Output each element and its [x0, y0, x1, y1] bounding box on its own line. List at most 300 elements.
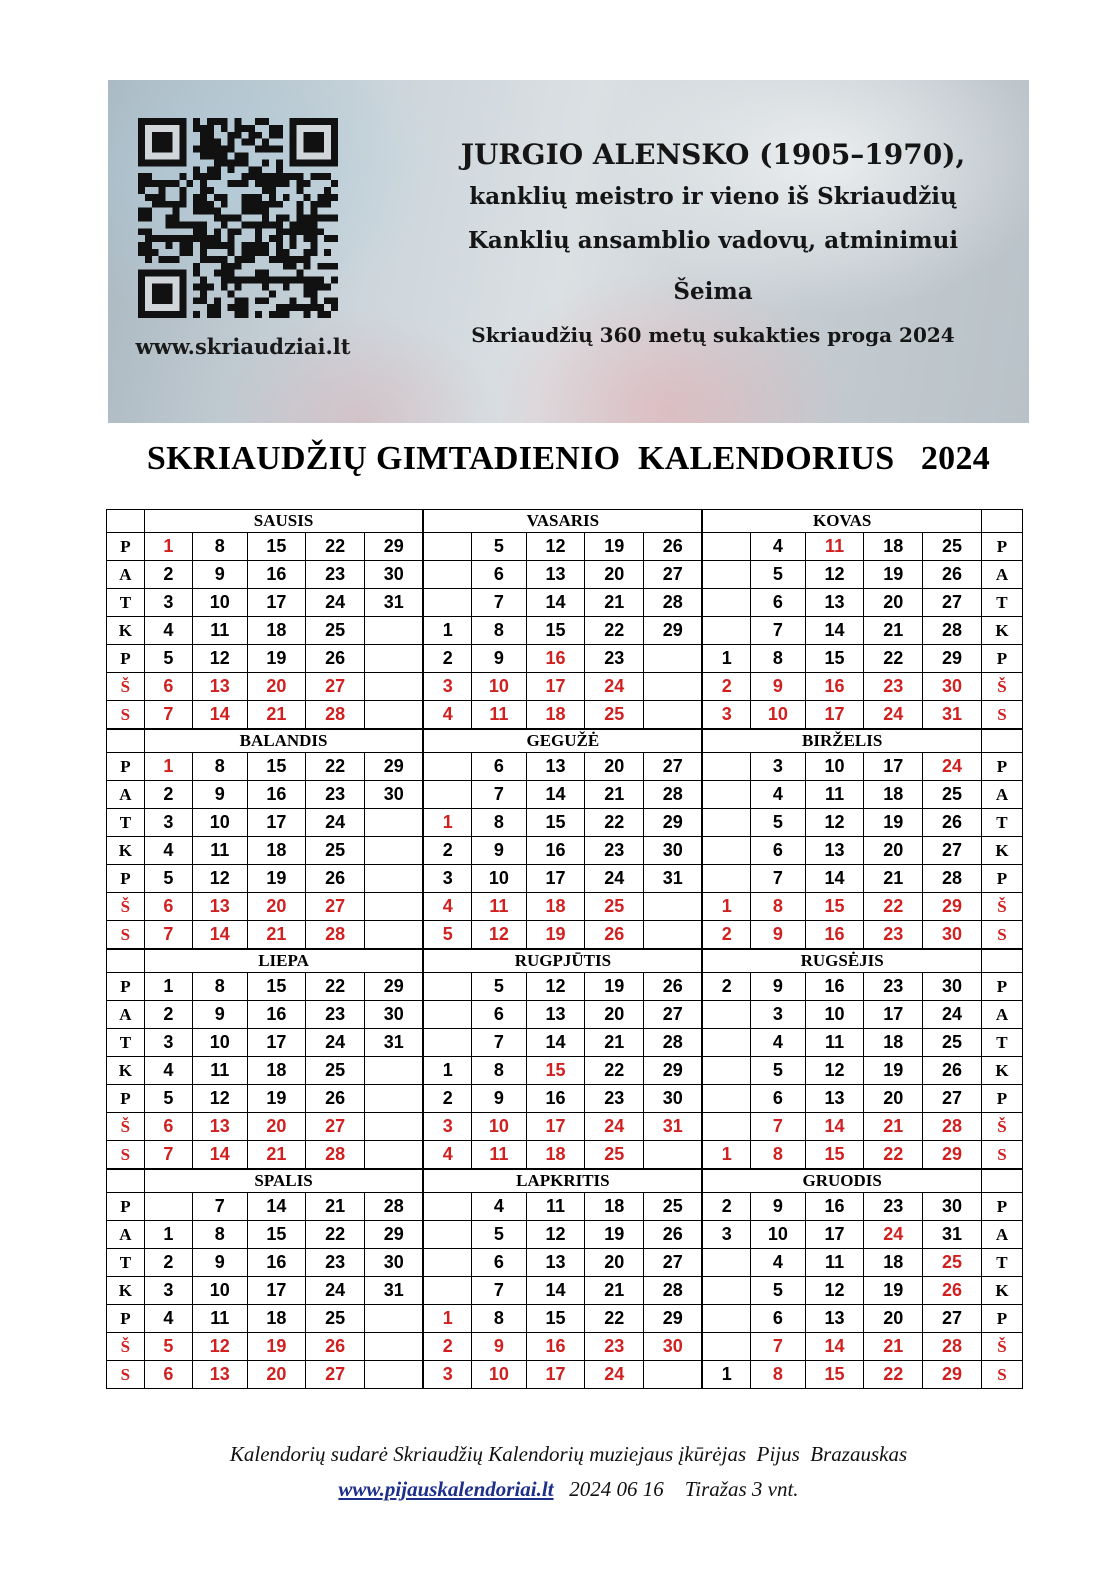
day-cell: 3	[423, 673, 471, 701]
day-cell: 22	[864, 1361, 923, 1389]
day-cell: 3	[144, 1029, 192, 1057]
weekday-row	[107, 753, 1023, 781]
weekday-row	[107, 1141, 1023, 1170]
day-cell	[423, 781, 471, 809]
day-cell: 14	[193, 921, 248, 950]
day-cell: 7	[751, 1113, 806, 1141]
plaque-line: kanklių meistro ir vieno iš Skriaudžių	[469, 183, 957, 210]
footer-date: 2024 06 16	[569, 1477, 664, 1501]
weekday-row	[107, 645, 1023, 673]
day-cell: 14	[805, 865, 864, 893]
day-cell	[365, 921, 424, 950]
day-cell	[702, 533, 750, 561]
day-cell: 12	[805, 809, 864, 837]
day-cell: 28	[923, 1113, 982, 1141]
day-cell: 11	[805, 533, 864, 561]
day-cell: 19	[247, 865, 306, 893]
day-cell: 28	[923, 865, 982, 893]
day-cell: 9	[751, 1193, 806, 1221]
day-cell: 22	[306, 973, 365, 1001]
day-cell	[702, 1113, 750, 1141]
day-cell: 1	[144, 973, 192, 1001]
weekday-letter: K	[107, 1057, 145, 1085]
day-cell: 28	[644, 1277, 703, 1305]
day-cell: 20	[585, 1249, 644, 1277]
day-cell: 5	[751, 561, 806, 589]
day-cell: 14	[193, 701, 248, 730]
day-cell: 22	[306, 753, 365, 781]
day-cell: 14	[526, 589, 585, 617]
day-cell: 15	[247, 753, 306, 781]
day-cell: 18	[864, 533, 923, 561]
day-cell: 3	[751, 1001, 806, 1029]
weekday-row	[107, 1029, 1023, 1057]
day-cell	[702, 1085, 750, 1113]
day-cell: 10	[751, 701, 806, 730]
day-cell: 14	[805, 617, 864, 645]
day-cell: 17	[526, 1113, 585, 1141]
day-cell: 29	[365, 973, 424, 1001]
weekday-row	[107, 701, 1023, 730]
day-cell: 24	[864, 1221, 923, 1249]
day-cell: 11	[472, 893, 527, 921]
weekday-letter: S	[981, 1361, 1022, 1389]
weekday-letter: S	[981, 1141, 1022, 1170]
day-cell	[423, 973, 471, 1001]
weekday-row	[107, 837, 1023, 865]
day-cell: 25	[306, 617, 365, 645]
day-cell: 2	[423, 645, 471, 673]
day-cell: 9	[193, 1001, 248, 1029]
day-cell: 28	[306, 921, 365, 950]
day-cell: 26	[306, 1085, 365, 1113]
day-cell	[365, 617, 424, 645]
weekday-letter: Š	[981, 1113, 1022, 1141]
day-cell: 2	[702, 973, 750, 1001]
day-cell: 25	[306, 837, 365, 865]
day-cell: 13	[193, 1361, 248, 1389]
day-cell: 27	[923, 1085, 982, 1113]
day-cell: 14	[526, 1029, 585, 1057]
day-cell: 9	[472, 645, 527, 673]
weekday-letter: A	[981, 561, 1022, 589]
day-cell: 26	[306, 645, 365, 673]
day-cell	[644, 701, 703, 730]
day-cell: 25	[923, 1029, 982, 1057]
day-cell: 19	[585, 533, 644, 561]
weekday-letter: P	[981, 533, 1022, 561]
day-cell: 21	[864, 1113, 923, 1141]
day-cell	[702, 809, 750, 837]
day-cell: 16	[526, 645, 585, 673]
weekday-letter: K	[981, 837, 1022, 865]
day-cell: 24	[306, 1277, 365, 1305]
day-cell: 30	[644, 837, 703, 865]
weekday-letter: P	[107, 1085, 145, 1113]
month-name: RUGPJŪTIS	[423, 949, 702, 973]
day-cell: 30	[923, 1193, 982, 1221]
weekday-letter: P	[981, 645, 1022, 673]
day-cell	[702, 781, 750, 809]
day-cell: 22	[864, 645, 923, 673]
weekday-letter: S	[107, 1361, 145, 1389]
day-cell: 12	[805, 1057, 864, 1085]
day-cell: 9	[193, 781, 248, 809]
weekday-row	[107, 617, 1023, 645]
day-cell	[644, 921, 703, 950]
weekday-letter: K	[107, 1277, 145, 1305]
day-cell: 7	[144, 921, 192, 950]
day-cell: 30	[923, 921, 982, 950]
day-cell: 22	[864, 893, 923, 921]
day-cell: 31	[644, 865, 703, 893]
day-cell: 27	[644, 753, 703, 781]
corner-cell	[981, 1169, 1022, 1193]
day-cell: 23	[585, 837, 644, 865]
day-cell: 23	[306, 1001, 365, 1029]
day-cell	[644, 1141, 703, 1170]
day-cell: 6	[144, 673, 192, 701]
day-cell: 6	[751, 837, 806, 865]
day-cell: 21	[247, 1141, 306, 1170]
calendar-table	[106, 509, 1023, 1389]
day-cell: 7	[472, 781, 527, 809]
day-cell: 4	[144, 1057, 192, 1085]
day-cell: 30	[365, 561, 424, 589]
weekday-letter: T	[981, 809, 1022, 837]
weekday-letter: P	[107, 865, 145, 893]
day-cell: 24	[306, 589, 365, 617]
weekday-row	[107, 589, 1023, 617]
day-cell: 25	[306, 1305, 365, 1333]
day-cell: 14	[805, 1113, 864, 1141]
weekday-letter: Š	[107, 1333, 145, 1361]
day-cell: 1	[423, 1057, 471, 1085]
day-cell: 7	[472, 1029, 527, 1057]
weekday-letter: Š	[981, 893, 1022, 921]
day-cell: 12	[526, 1221, 585, 1249]
day-cell: 29	[365, 533, 424, 561]
day-cell: 4	[751, 533, 806, 561]
day-cell	[702, 561, 750, 589]
day-cell: 29	[644, 1305, 703, 1333]
weekday-letter: K	[981, 1277, 1022, 1305]
day-cell: 28	[644, 589, 703, 617]
day-cell: 22	[585, 617, 644, 645]
day-cell: 4	[751, 1249, 806, 1277]
day-cell: 17	[247, 589, 306, 617]
day-cell: 22	[864, 1141, 923, 1170]
day-cell: 11	[193, 837, 248, 865]
day-cell: 22	[585, 1057, 644, 1085]
weekday-letter: A	[981, 1001, 1022, 1029]
day-cell: 2	[144, 1249, 192, 1277]
day-cell: 24	[864, 701, 923, 730]
day-cell: 16	[247, 1249, 306, 1277]
day-cell: 23	[864, 921, 923, 950]
weekday-row	[107, 1057, 1023, 1085]
day-cell: 27	[644, 1001, 703, 1029]
day-cell: 23	[864, 1193, 923, 1221]
day-cell: 19	[247, 1085, 306, 1113]
day-cell: 27	[306, 893, 365, 921]
day-cell: 5	[144, 1085, 192, 1113]
day-cell	[365, 701, 424, 730]
day-cell: 16	[805, 973, 864, 1001]
day-cell	[423, 1001, 471, 1029]
day-cell: 17	[526, 1361, 585, 1389]
month-name: KOVAS	[702, 510, 981, 533]
weekday-letter: P	[107, 973, 145, 1001]
day-cell: 15	[526, 617, 585, 645]
day-cell: 21	[247, 921, 306, 950]
day-cell: 1	[702, 1361, 750, 1389]
day-cell: 26	[644, 973, 703, 1001]
day-cell: 29	[923, 1361, 982, 1389]
day-cell: 17	[864, 1001, 923, 1029]
day-cell: 22	[306, 533, 365, 561]
day-cell	[423, 1221, 471, 1249]
month-header-row	[107, 510, 1023, 533]
day-cell: 11	[472, 701, 527, 730]
day-cell: 16	[805, 1193, 864, 1221]
day-cell: 5	[472, 533, 527, 561]
day-cell: 7	[472, 1277, 527, 1305]
day-cell: 13	[805, 589, 864, 617]
day-cell: 21	[585, 589, 644, 617]
corner-cell	[981, 510, 1022, 533]
day-cell	[702, 1249, 750, 1277]
day-cell: 5	[423, 921, 471, 950]
weekday-letter: S	[107, 921, 145, 950]
day-cell	[702, 753, 750, 781]
day-cell: 8	[193, 753, 248, 781]
day-cell: 12	[526, 973, 585, 1001]
day-cell: 25	[923, 1249, 982, 1277]
day-cell: 24	[923, 1001, 982, 1029]
footer-website-link[interactable]: www.pijauskalendoriai.lt	[338, 1477, 554, 1501]
day-cell: 4	[472, 1193, 527, 1221]
day-cell: 21	[585, 1277, 644, 1305]
day-cell: 9	[751, 921, 806, 950]
weekday-letter: T	[107, 1249, 145, 1277]
day-cell: 2	[423, 837, 471, 865]
day-cell: 20	[585, 753, 644, 781]
weekday-letter: K	[107, 617, 145, 645]
day-cell: 10	[751, 1221, 806, 1249]
day-cell: 25	[585, 701, 644, 730]
day-cell: 30	[644, 1085, 703, 1113]
day-cell: 2	[144, 561, 192, 589]
day-cell: 20	[864, 1085, 923, 1113]
day-cell: 18	[864, 781, 923, 809]
day-cell	[423, 561, 471, 589]
weekday-letter: P	[981, 865, 1022, 893]
day-cell: 6	[472, 753, 527, 781]
weekday-letter: P	[981, 1305, 1022, 1333]
day-cell	[365, 673, 424, 701]
day-cell: 9	[193, 561, 248, 589]
weekday-letter: P	[981, 1085, 1022, 1113]
month-name: LIEPA	[144, 949, 423, 973]
day-cell: 12	[526, 533, 585, 561]
day-cell: 26	[923, 1277, 982, 1305]
day-cell: 8	[751, 893, 806, 921]
day-cell: 15	[526, 1057, 585, 1085]
day-cell: 6	[751, 1085, 806, 1113]
day-cell: 4	[144, 617, 192, 645]
day-cell: 23	[864, 673, 923, 701]
month-name: SAUSIS	[144, 510, 423, 533]
weekday-row	[107, 865, 1023, 893]
day-cell: 26	[923, 809, 982, 837]
day-cell: 7	[751, 865, 806, 893]
day-cell	[423, 753, 471, 781]
day-cell: 31	[365, 1277, 424, 1305]
day-cell: 8	[472, 809, 527, 837]
day-cell: 26	[644, 533, 703, 561]
day-cell: 27	[644, 561, 703, 589]
day-cell: 21	[247, 701, 306, 730]
day-cell: 14	[526, 1277, 585, 1305]
day-cell: 28	[306, 701, 365, 730]
day-cell: 4	[423, 701, 471, 730]
day-cell: 5	[751, 1277, 806, 1305]
day-cell: 14	[247, 1193, 306, 1221]
weekday-row	[107, 1001, 1023, 1029]
weekday-row	[107, 673, 1023, 701]
weekday-letter: A	[107, 781, 145, 809]
day-cell: 11	[193, 1057, 248, 1085]
day-cell	[423, 1277, 471, 1305]
day-cell: 11	[805, 781, 864, 809]
weekday-letter: K	[107, 837, 145, 865]
calendar-title: SKRIAUDŽIŲ GIMTADIENIO KALENDORIUS 2024	[146, 440, 991, 477]
day-cell: 10	[805, 753, 864, 781]
day-cell	[365, 809, 424, 837]
day-cell: 23	[585, 1085, 644, 1113]
day-cell: 10	[472, 1113, 527, 1141]
day-cell: 29	[644, 1057, 703, 1085]
day-cell: 6	[751, 1305, 806, 1333]
day-cell: 17	[526, 865, 585, 893]
day-cell: 6	[144, 1113, 192, 1141]
month-name: BIRŽELIS	[702, 729, 981, 753]
footer-print-run: Tiražas 3 vnt.	[684, 1477, 799, 1501]
day-cell: 10	[472, 865, 527, 893]
day-cell: 27	[306, 1361, 365, 1389]
day-cell: 16	[526, 837, 585, 865]
day-cell	[702, 865, 750, 893]
day-cell: 1	[423, 809, 471, 837]
weekday-letter: T	[107, 589, 145, 617]
day-cell: 1	[702, 645, 750, 673]
day-cell: 18	[864, 1029, 923, 1057]
day-cell: 30	[365, 781, 424, 809]
weekday-row	[107, 561, 1023, 589]
day-cell: 14	[193, 1141, 248, 1170]
day-cell: 5	[144, 865, 192, 893]
day-cell	[702, 1277, 750, 1305]
day-cell: 26	[644, 1221, 703, 1249]
day-cell: 23	[585, 1333, 644, 1361]
weekday-letter: A	[981, 781, 1022, 809]
day-cell: 23	[306, 781, 365, 809]
day-cell: 9	[751, 973, 806, 1001]
weekday-row	[107, 1113, 1023, 1141]
weekday-row	[107, 1193, 1023, 1221]
day-cell: 10	[193, 589, 248, 617]
plaque-website: www.skriaudziai.lt	[135, 334, 351, 359]
day-cell: 15	[805, 1141, 864, 1170]
day-cell: 20	[247, 893, 306, 921]
day-cell: 10	[193, 1277, 248, 1305]
day-cell: 14	[805, 1333, 864, 1361]
day-cell: 27	[923, 837, 982, 865]
weekday-letter: S	[981, 701, 1022, 730]
day-cell: 1	[144, 1221, 192, 1249]
day-cell: 10	[193, 809, 248, 837]
weekday-letter: P	[981, 1193, 1022, 1221]
month-name: RUGSĖJIS	[702, 949, 981, 973]
day-cell: 4	[751, 1029, 806, 1057]
day-cell	[423, 533, 471, 561]
day-cell: 15	[805, 1361, 864, 1389]
day-cell: 15	[526, 809, 585, 837]
day-cell	[702, 1057, 750, 1085]
day-cell: 31	[923, 701, 982, 730]
day-cell: 5	[144, 645, 192, 673]
day-cell: 19	[526, 921, 585, 950]
day-cell: 2	[144, 781, 192, 809]
day-cell: 18	[247, 837, 306, 865]
month-name: LAPKRITIS	[423, 1169, 702, 1193]
day-cell: 13	[193, 1113, 248, 1141]
day-cell	[365, 1113, 424, 1141]
day-cell: 20	[247, 1361, 306, 1389]
day-cell: 7	[751, 1333, 806, 1361]
day-cell: 11	[805, 1249, 864, 1277]
day-cell: 21	[864, 865, 923, 893]
weekday-letter: P	[981, 753, 1022, 781]
day-cell: 16	[526, 1085, 585, 1113]
day-cell: 24	[306, 1029, 365, 1057]
day-cell	[365, 893, 424, 921]
day-cell: 7	[144, 1141, 192, 1170]
weekday-letter: T	[107, 1029, 145, 1057]
day-cell: 19	[585, 973, 644, 1001]
day-cell: 4	[423, 1141, 471, 1170]
day-cell: 18	[247, 617, 306, 645]
day-cell: 16	[247, 781, 306, 809]
day-cell: 29	[923, 1141, 982, 1170]
weekday-letter: P	[981, 973, 1022, 1001]
day-cell: 21	[864, 1333, 923, 1361]
month-header-row	[107, 729, 1023, 753]
day-cell: 28	[306, 1141, 365, 1170]
day-cell: 1	[423, 617, 471, 645]
weekday-letter: P	[107, 1305, 145, 1333]
day-cell: 2	[144, 1001, 192, 1029]
day-cell: 2	[423, 1333, 471, 1361]
day-cell	[365, 1361, 424, 1389]
day-cell: 27	[306, 1113, 365, 1141]
corner-cell	[981, 729, 1022, 753]
day-cell: 6	[472, 561, 527, 589]
weekday-letter: T	[981, 589, 1022, 617]
day-cell: 5	[472, 1221, 527, 1249]
day-cell: 6	[144, 1361, 192, 1389]
